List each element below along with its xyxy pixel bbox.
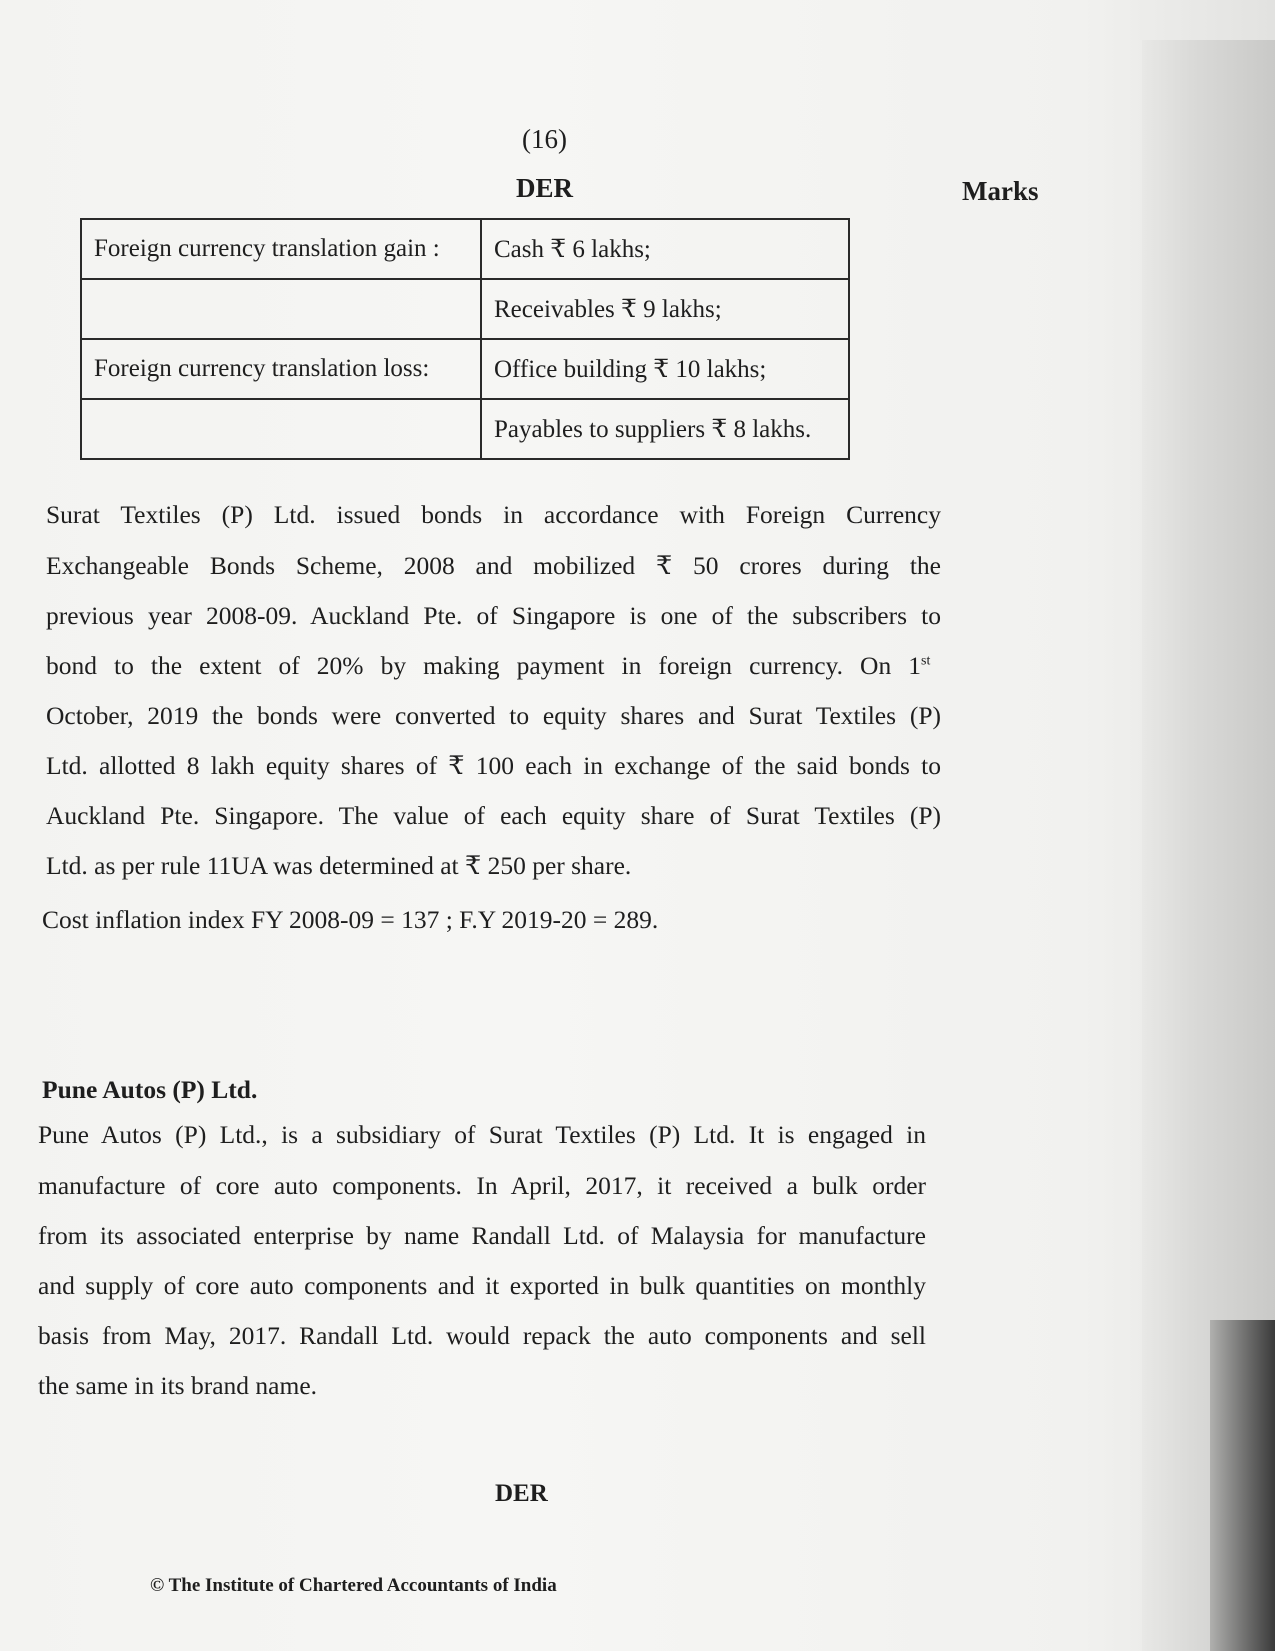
superscript: st	[921, 653, 931, 669]
table-cell-item: Office building ₹ 10 lakhs;	[481, 339, 849, 399]
paragraph-line: Ltd. as per rule 11UA was determined at ₹ 250 per share.	[46, 851, 632, 880]
scan-dark-corner	[1210, 1320, 1275, 1651]
paragraph-line: manufacture of core auto components. In April, 2017, it received a bulk order	[38, 1171, 926, 1200]
paragraph-line: from its associated enterprise by name Randall Ltd. of Malaysia for manufacture	[38, 1221, 926, 1250]
table-cell-label	[81, 399, 481, 459]
table-cell-item: Receivables ₹ 9 lakhs;	[481, 279, 849, 339]
table-cell-label: Foreign currency translation gain :	[81, 219, 481, 279]
marks-label: Marks	[962, 176, 1039, 206]
paragraph-line-with-sup	[46, 651, 941, 681]
paragraph-line: bond to the extent of 20% by making payment in foreign currency. On 1	[46, 651, 921, 680]
table-row	[81, 399, 849, 459]
pune-autos-heading: Pune Autos (P) Ltd.	[42, 1075, 258, 1104]
table-row	[81, 279, 849, 339]
page-number: (16)	[522, 124, 567, 154]
fx-translation-table	[80, 218, 850, 460]
cost-inflation-index: Cost inflation index FY 2008-09 = 137 ; F.Y 2019-20 = 289.	[42, 905, 659, 934]
section-code-bottom: DER	[495, 1480, 548, 1507]
copyright-footer: © The Institute of Chartered Accountants of India	[150, 1575, 557, 1596]
paragraph-line: Pune Autos (P) Ltd., is a subsidiary of Surat Textiles (P) Ltd. It is engaged in	[38, 1120, 926, 1149]
paragraph-line: the same in its brand name.	[38, 1371, 318, 1400]
table-cell-label	[81, 279, 481, 339]
paragraph-line: previous year 2008-09. Auckland Pte. of Singapore is one of the subscribers to	[46, 601, 941, 630]
paragraph-line: Surat Textiles (P) Ltd. issued bonds in accordance with Foreign Currency	[46, 500, 941, 529]
paragraph-line: basis from May, 2017. Randall Ltd. would repack the auto components and sell	[38, 1321, 926, 1350]
paragraph-line: Ltd. allotted 8 lakh equity shares of ₹ 100 each in exchange of the said bonds to	[46, 751, 941, 780]
table-cell-item: Cash ₹ 6 lakhs;	[481, 219, 849, 279]
table-cell-item: Payables to suppliers ₹ 8 lakhs.	[481, 399, 849, 459]
paragraph-line: Auckland Pte. Singapore. The value of each equity share of Surat Textiles (P)	[46, 801, 941, 830]
paragraph-line: October, 2019 the bonds were converted to equity shares and Surat Textiles (P)	[46, 701, 941, 730]
table-cell-label: Foreign currency translation loss:	[81, 339, 481, 399]
table-row	[81, 219, 849, 279]
section-code-top: DER	[516, 173, 574, 203]
paragraph-line: Exchangeable Bonds Scheme, 2008 and mobilized ₹ 50 crores during the	[46, 551, 941, 580]
table-row	[81, 339, 849, 399]
paragraph-line: and supply of core auto components and it exported in bulk quantities on monthly	[38, 1271, 926, 1300]
